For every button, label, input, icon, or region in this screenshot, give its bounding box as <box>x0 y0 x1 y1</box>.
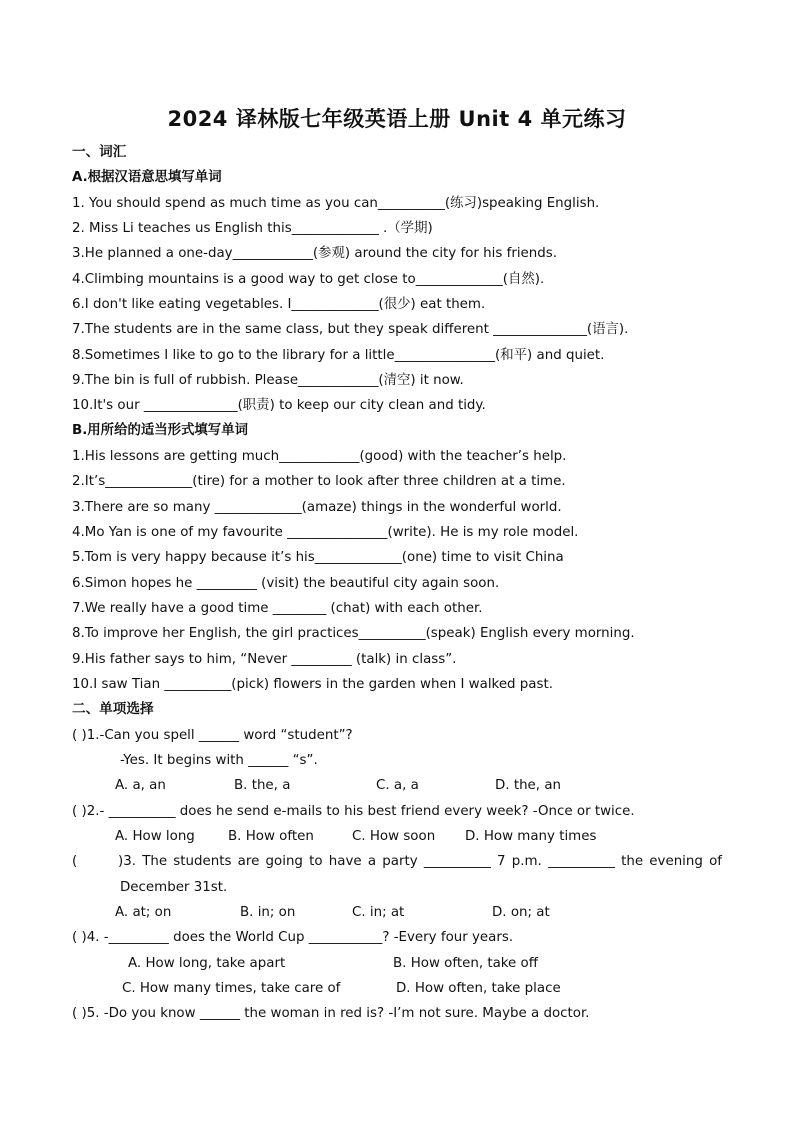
question-1-option-a: A. a, an <box>115 778 166 793</box>
section-heading-multiple-choice: 二、单项选择 <box>72 701 154 717</box>
part-b-item-10: 10.I saw Tian __________(pick) flowers in the garden when I walked past. <box>72 677 553 692</box>
part-a-item-1: 1. You should spend as much time as you can__________(练习)speaking English. <box>72 196 600 211</box>
part-a-item-4: 4.Climbing mountains is a good way to get close to_____________(自然). <box>72 272 545 287</box>
question-3-paren: ( <box>72 854 78 869</box>
question-4-option-a: A. How long, take apart <box>128 956 286 971</box>
part-a-item-2: 2. Miss Li teaches us English this_____________ .（学期) <box>72 221 433 236</box>
part-a-item-3: 3.He planned a one-day____________(参观) around the city for his friends. <box>72 246 557 261</box>
part-b-item-1: 1.His lessons are getting much____________(good) with the teacher’s help. <box>72 449 567 464</box>
question-4-option-d: D. How often, take place <box>396 981 561 996</box>
part-b-item-5: 5.Tom is very happy because it’s his_____________(one) time to visit China <box>72 550 564 565</box>
question-3-option-c: C. in; at <box>352 905 405 920</box>
question-4-stem: ( )4. -_________ does the World Cup ___________? -Every four years. <box>72 930 514 945</box>
question-4-option-b: B. How often, take off <box>393 956 538 971</box>
part-b-item-4: 4.Mo Yan is one of my favourite _______________(write). He is my role model. <box>72 525 579 540</box>
part-b-item-3: 3.There are so many _____________(amaze) things in the wonderful world. <box>72 500 562 515</box>
part-b-item-9: 9.His father says to him, “Never _________ (talk) in class”. <box>72 652 457 667</box>
part-a-item-8: 8.Sometimes I like to go to the library for a little_______________(和平) and quiet. <box>72 348 605 363</box>
question-5-stem: ( )5. -Do you know ______ the woman in red is? -I’m not sure. Maybe a doctor. <box>72 1006 590 1021</box>
question-1-option-b: B. the, a <box>234 778 291 793</box>
part-b-heading: B.用所给的适当形式填写单词 <box>72 423 248 438</box>
part-b-item-7: 7.We really have a good time ________ (chat) with each other. <box>72 601 483 616</box>
part-a-item-7: 7.The students are in the same class, but they speak different ______________(语言). <box>72 322 629 337</box>
part-b-item-2: 2.It’s_____________(tire) for a mother to look after three children at a time. <box>72 474 566 489</box>
question-3-option-a: A. at; on <box>115 905 172 920</box>
question-2-option-a: A. How long <box>115 829 195 844</box>
question-3-stem-2: December 31st. <box>120 880 228 895</box>
question-1-option-d: D. the, an <box>495 778 562 793</box>
part-a-item-6: 6.I don't like eating vegetables. I_____________(很少) eat them. <box>72 297 486 312</box>
section-heading-vocabulary: 一、词汇 <box>72 144 127 160</box>
question-2-option-d: D. How many times <box>465 829 597 844</box>
part-a-heading: A.根据汉语意思填写单词 <box>72 170 222 185</box>
part-b-item-6: 6.Simon hopes he _________ (visit) the beautiful city again soon. <box>72 576 500 591</box>
question-3-option-d: D. on; at <box>492 905 550 920</box>
question-1-stem-2: -Yes. It begins with ______ “s”. <box>120 753 318 768</box>
page-title: 2024 译林版七年级英语上册 Unit 4 单元练习 <box>167 107 627 131</box>
question-1-stem: ( )1.-Can you spell ______ word “student”? <box>72 728 353 743</box>
question-4-option-c: C. How many times, take care of <box>122 981 341 996</box>
part-a-item-9: 9.The bin is full of rubbish. Please____________(清空) it now. <box>72 373 464 388</box>
question-3-option-b: B. in; on <box>240 905 296 920</box>
question-2-option-b: B. How often <box>228 829 314 844</box>
question-2-option-c: C. How soon <box>352 829 436 844</box>
question-3-stem: )3. The students are going to have a party __________ 7 p.m. __________ the evening of <box>118 854 722 869</box>
question-2-stem: ( )2.- __________ does he send e-mails to his best friend every week? -Once or twice. <box>72 804 635 819</box>
part-b-item-8: 8.To improve her English, the girl practices__________(speak) English every morning. <box>72 626 635 641</box>
part-a-item-10: 10.It's our ______________(职责) to keep our city clean and tidy. <box>72 398 486 413</box>
question-1-option-c: C. a, a <box>376 778 419 793</box>
